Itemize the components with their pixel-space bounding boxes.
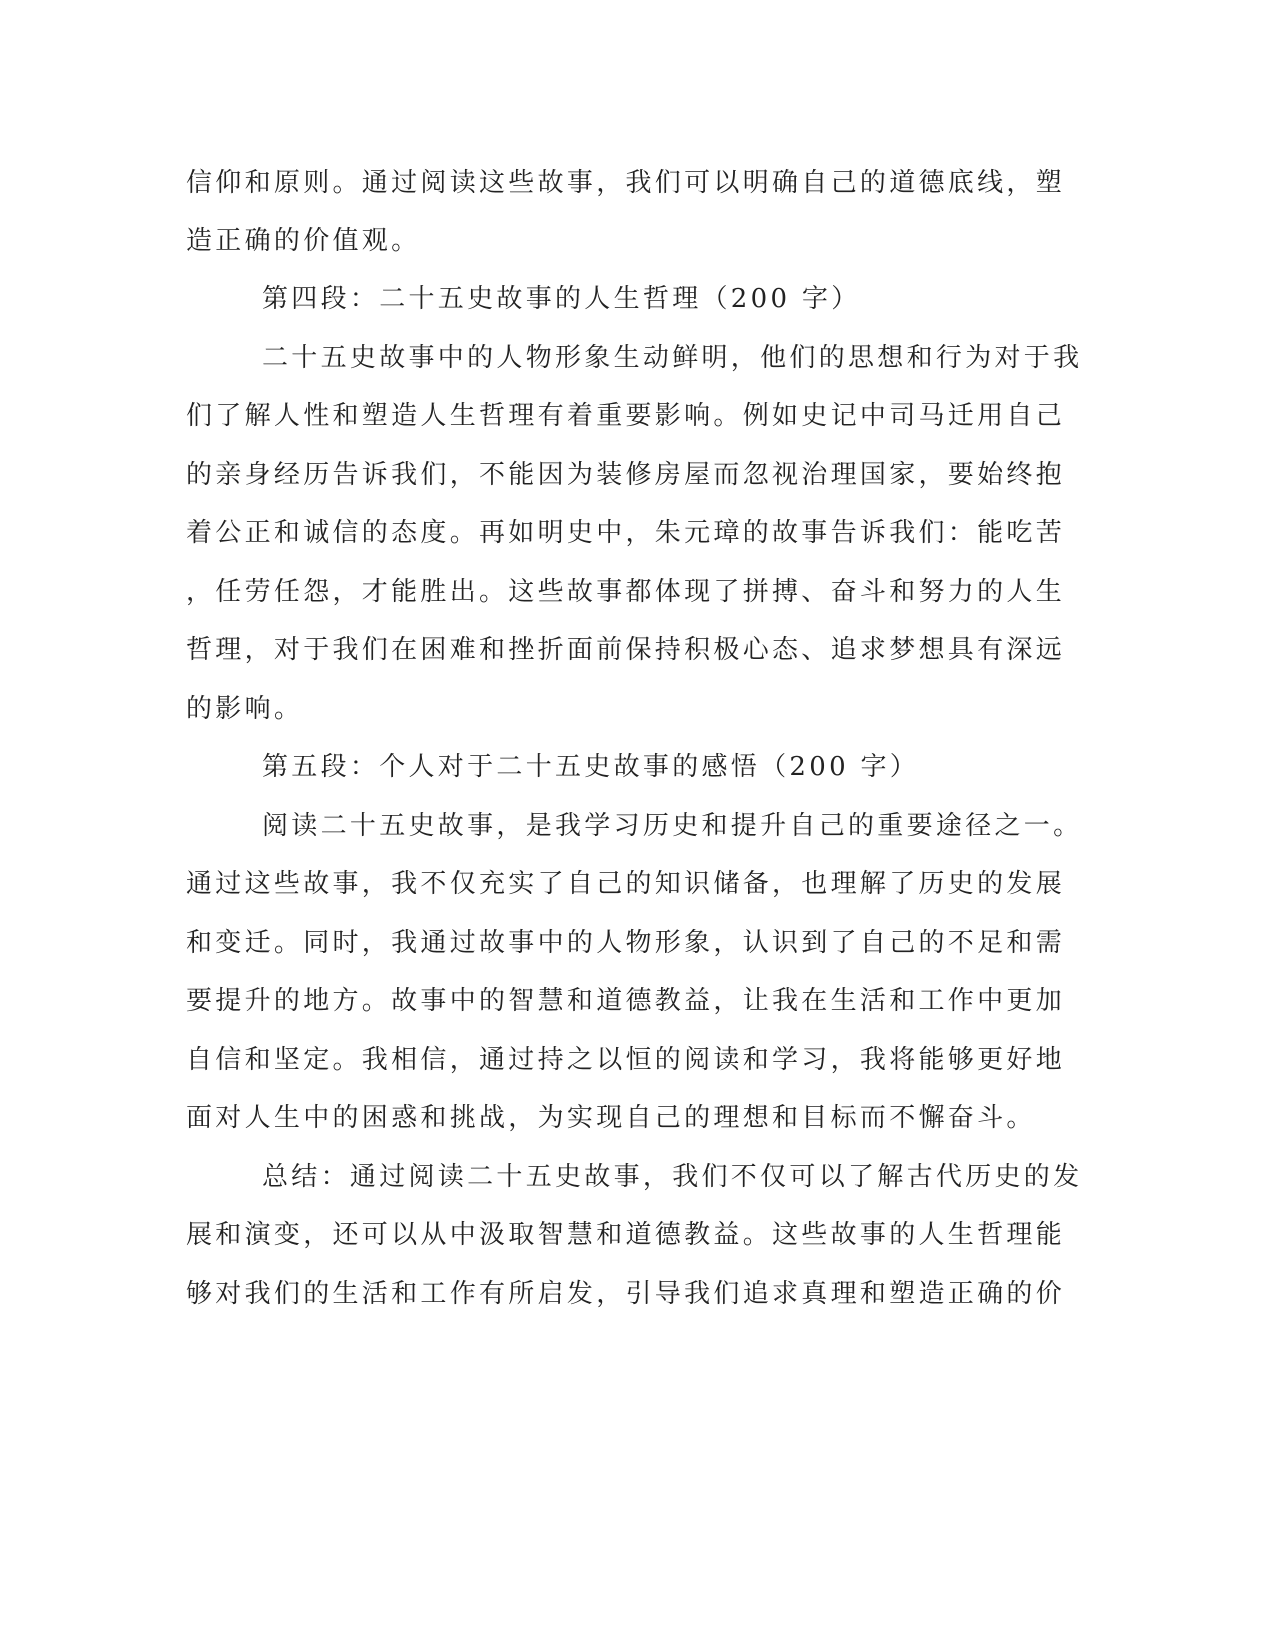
paragraph-start: 阅读二十五史故事，是我学习历史和提升自己的重要途径之一。 <box>262 811 1083 841</box>
body-text-line: 展和演变，还可以从中汲取智慧和道德教益。这些故事的人生哲理能 <box>186 1220 1066 1250</box>
body-text-line: 信仰和原则。通过阅读这些故事，我们可以明确自己的道德底线，塑 <box>186 168 1066 198</box>
body-text-line: 着公正和诚信的态度。再如明史中，朱元璋的故事告诉我们：能吃苦 <box>186 518 1066 548</box>
body-text-line: 通过这些故事，我不仅充实了自己的知识储备，也理解了历史的发展 <box>186 869 1066 899</box>
body-text-line: 够对我们的生活和工作有所启发，引导我们追求真理和塑造正确的价 <box>186 1279 1066 1309</box>
summary-paragraph-start: 总结：通过阅读二十五史故事，我们不仅可以了解古代历史的发 <box>262 1162 1083 1192</box>
body-text-line: 和变迁。同时，我通过故事中的人物形象，认识到了自己的不足和需 <box>186 928 1066 958</box>
section-heading-5: 第五段：个人对于二十五史故事的感悟（200 字） <box>262 752 920 782</box>
body-text-line: 哲理，对于我们在困难和挫折面前保持积极心态、追求梦想具有深远 <box>186 635 1066 665</box>
body-text-line: ，任劳任怨，才能胜出。这些故事都体现了拼搏、奋斗和努力的人生 <box>186 577 1066 607</box>
body-text-line: 造正确的价值观。 <box>186 226 421 256</box>
body-text-line: 要提升的地方。故事中的智慧和道德教益，让我在生活和工作中更加 <box>186 986 1066 1016</box>
paragraph-start: 二十五史故事中的人物形象生动鲜明，他们的思想和行为对于我 <box>262 343 1083 373</box>
body-text-line: 面对人生中的困惑和挑战，为实现自己的理想和目标而不懈奋斗。 <box>186 1103 1036 1133</box>
body-text-line: 自信和坚定。我相信，通过持之以恒的阅读和学习，我将能够更好地 <box>186 1045 1066 1075</box>
body-text-line: 的影响。 <box>186 694 304 724</box>
body-text-line: 的亲身经历告诉我们，不能因为装修房屋而忽视治理国家，要始终抱 <box>186 460 1066 490</box>
body-text-line: 们了解人性和塑造人生哲理有着重要影响。例如史记中司马迁用自己 <box>186 401 1066 431</box>
section-heading-4: 第四段：二十五史故事的人生哲理（200 字） <box>262 284 861 314</box>
